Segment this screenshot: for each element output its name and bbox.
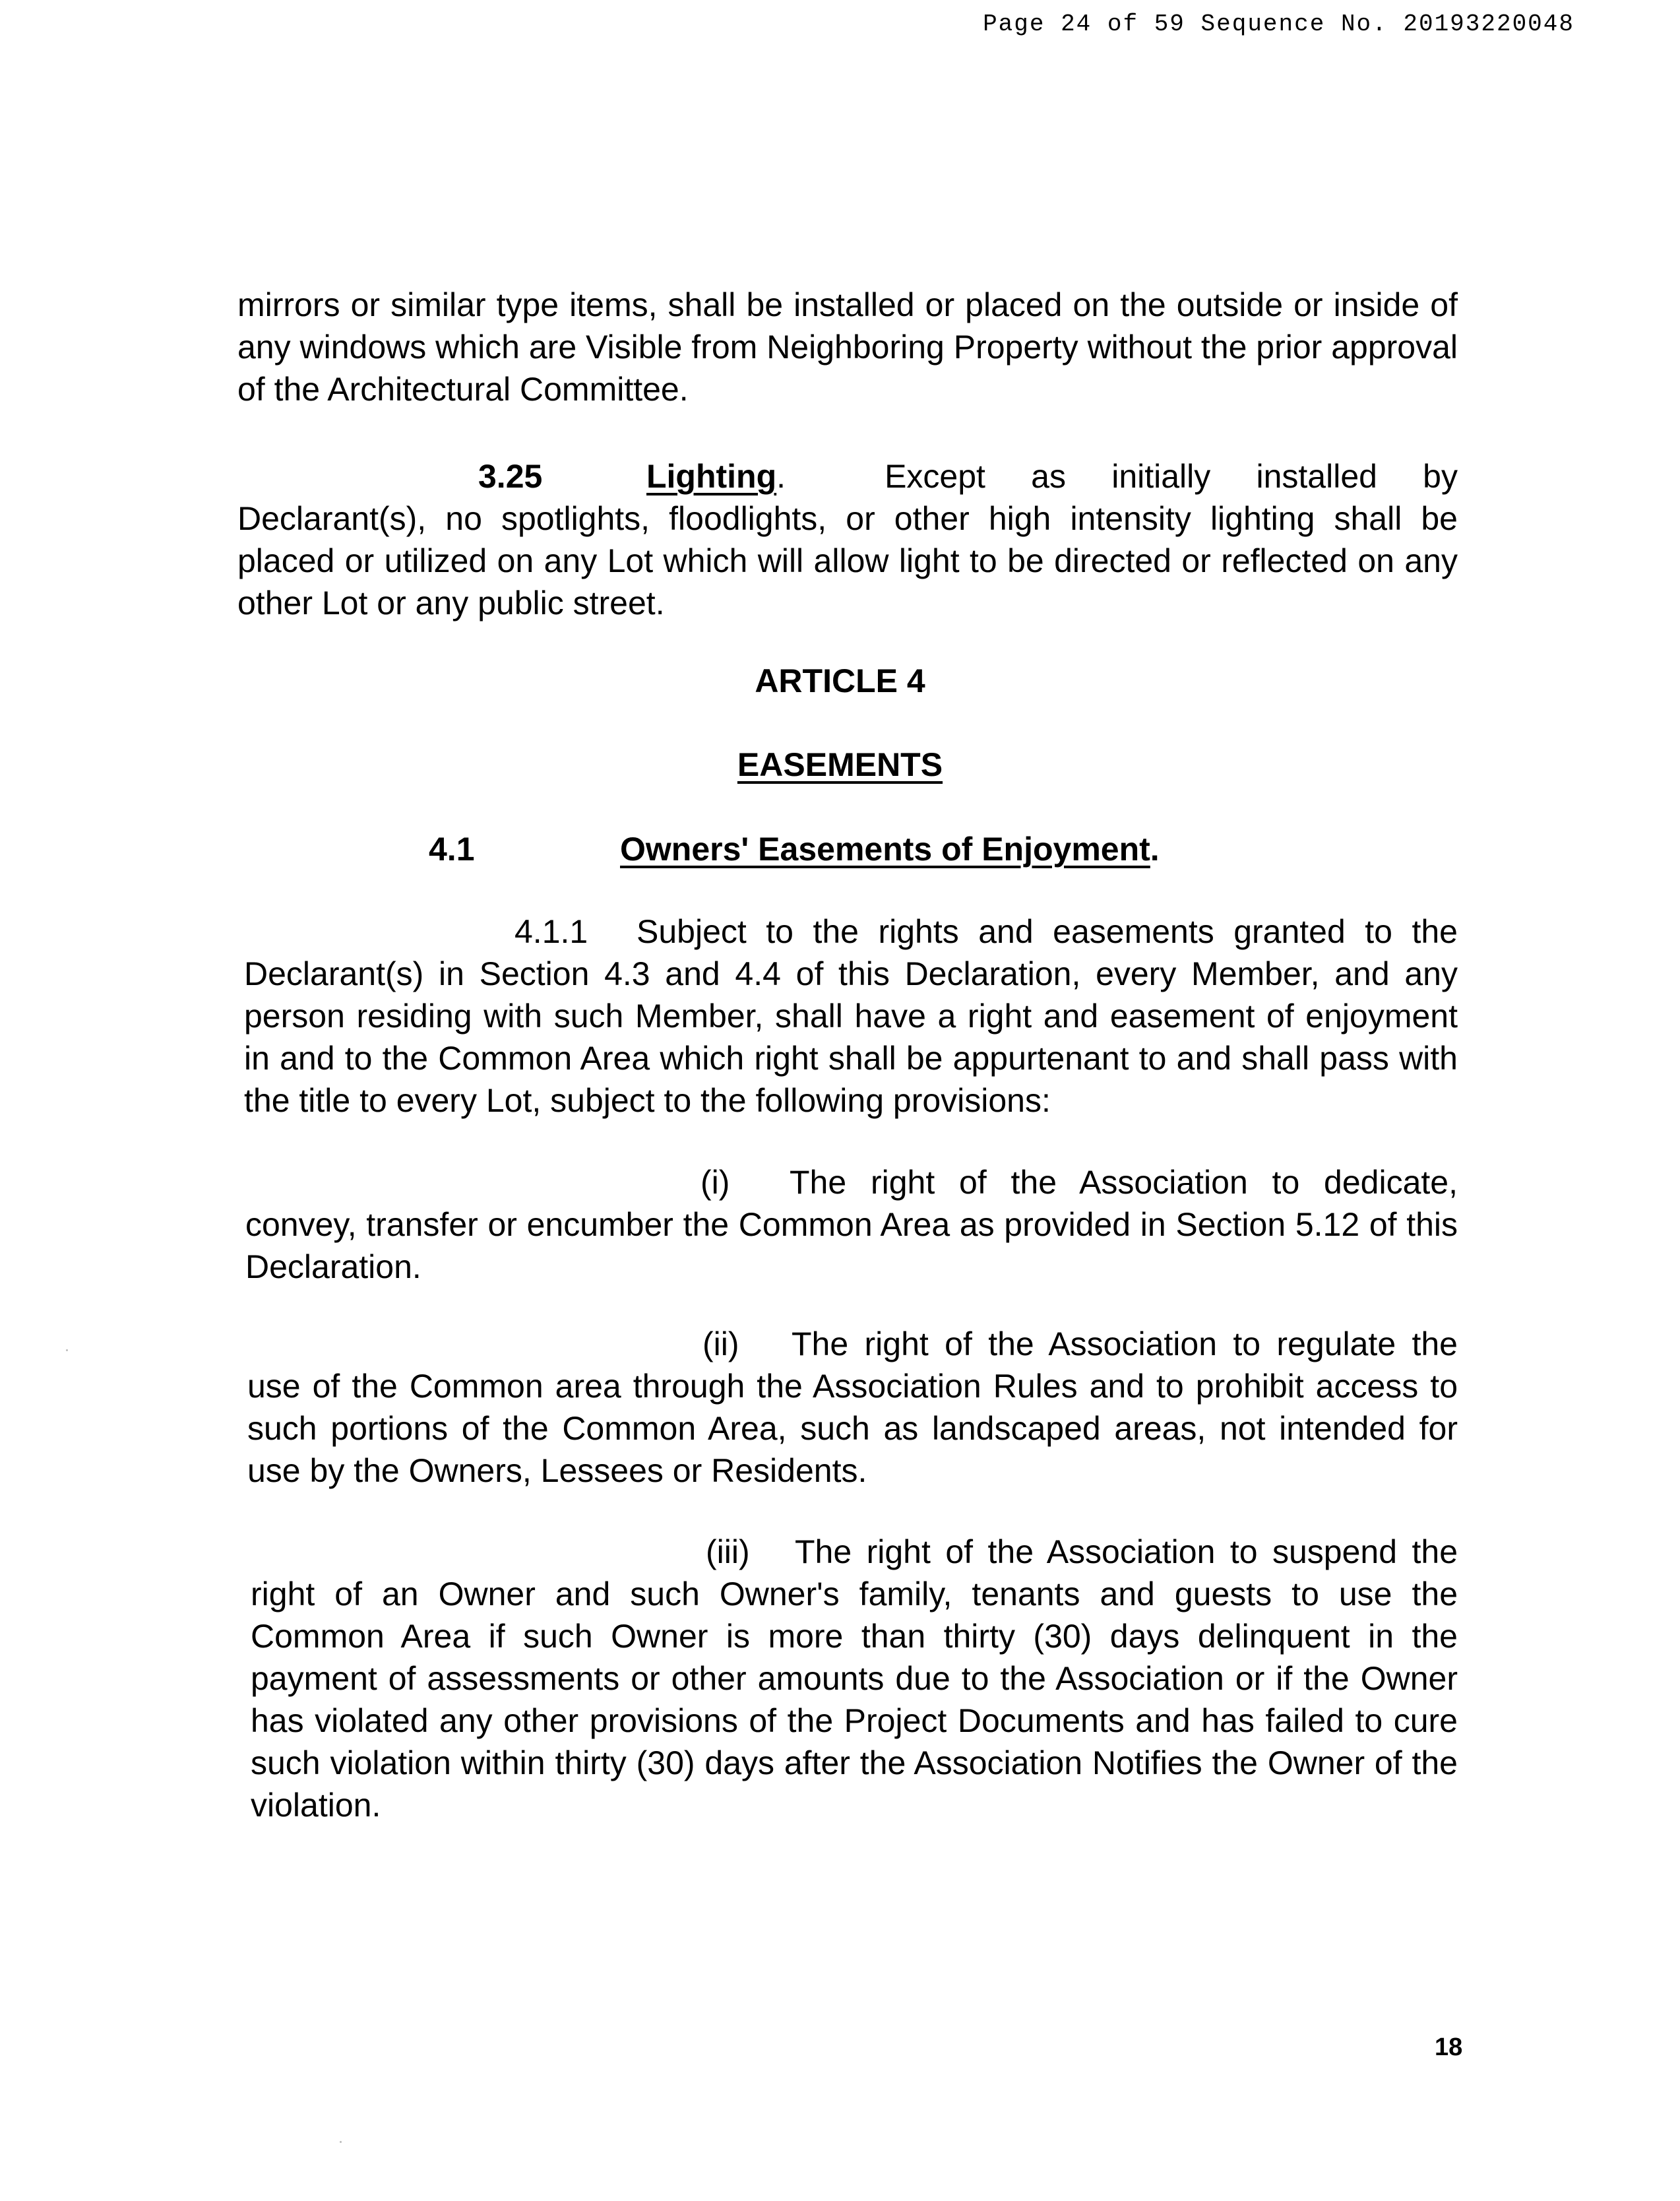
section-number: 4.1: [429, 831, 475, 868]
section-title: Owners' Easements of Enjoyment: [620, 831, 1150, 868]
section-number: 3.25: [478, 458, 543, 495]
article-title: EASEMENTS: [737, 746, 943, 783]
subsection-text: Subject to the rights and easements granted to the Declarant(s) in Section 4.3 and 4.4 of this Declaration, every Member, and any person residing with such Member, shall have a right and easement of enjoyment in and to the Common Area which right shall be appurtenant to and shall pass with the title to every Lot, subject to the following provisions:: [244, 913, 1458, 1119]
section-title: Lighting: [646, 458, 777, 495]
item-text: The right of the Association to regulate the use of the Common area through the Association Rules and to prohibit access to such portions of the Common Area, such as landscaped areas, not intended for use by the Owners, Lessees or Residents.: [247, 1325, 1458, 1489]
section-title-period: .: [776, 458, 786, 495]
section-title-period: .: [1150, 831, 1160, 868]
section-3-25-lighting: [237, 455, 1458, 624]
subsection-4-1-1: [244, 910, 1458, 1122]
paragraph-mirrors-continued: [237, 284, 1458, 410]
item-number: (iii): [706, 1533, 750, 1570]
item-number: (ii): [702, 1325, 739, 1362]
subsection-number: 4.1.1: [514, 913, 588, 950]
item-text: The right of the Association to dedicate, convey, transfer or encumber the Common Area as provided in Section 5.12 of this Declaration.: [245, 1164, 1458, 1285]
item-number: (i): [700, 1164, 730, 1201]
section-4-1-heading: [429, 830, 1160, 868]
article-heading: ARTICLE 4: [755, 662, 925, 699]
paragraph-text: mirrors or similar type items, shall be installed or placed on the outside or inside of any windows which are Visible from Neighboring Property without the prior approval of the Architectural Committee.: [237, 286, 1458, 408]
item-text: The right of the Association to suspend the right of an Owner and such Owner's family, tenants and guests to use the Common Area if such Owner is more than thirty (30) days delinquent in the payment of assessments or other amounts due to the Association or if the Owner has violated any other provisions of the Project Documents and has failed to cure such violation within thirty (30) days after the Association Notifies the Owner of the violation.: [251, 1533, 1458, 1824]
provision-item: [251, 1531, 1458, 1826]
section-text: Except as initially installed by Declarant(s), no spotlights, floodlights, or other high intensity lighting shall be placed or utilized on any Lot which will allow light to be directed or reflected on any other Lot or any public street.: [237, 458, 1458, 622]
provision-item: [245, 1161, 1458, 1288]
page-sequence-header: Page 24 of 59 Sequence No. 20193220048: [983, 11, 1574, 38]
provision-item: [247, 1323, 1458, 1492]
scan-speck: [340, 2141, 342, 2143]
page-number: 18: [1435, 2033, 1463, 2061]
scan-speck: [66, 1349, 68, 1351]
